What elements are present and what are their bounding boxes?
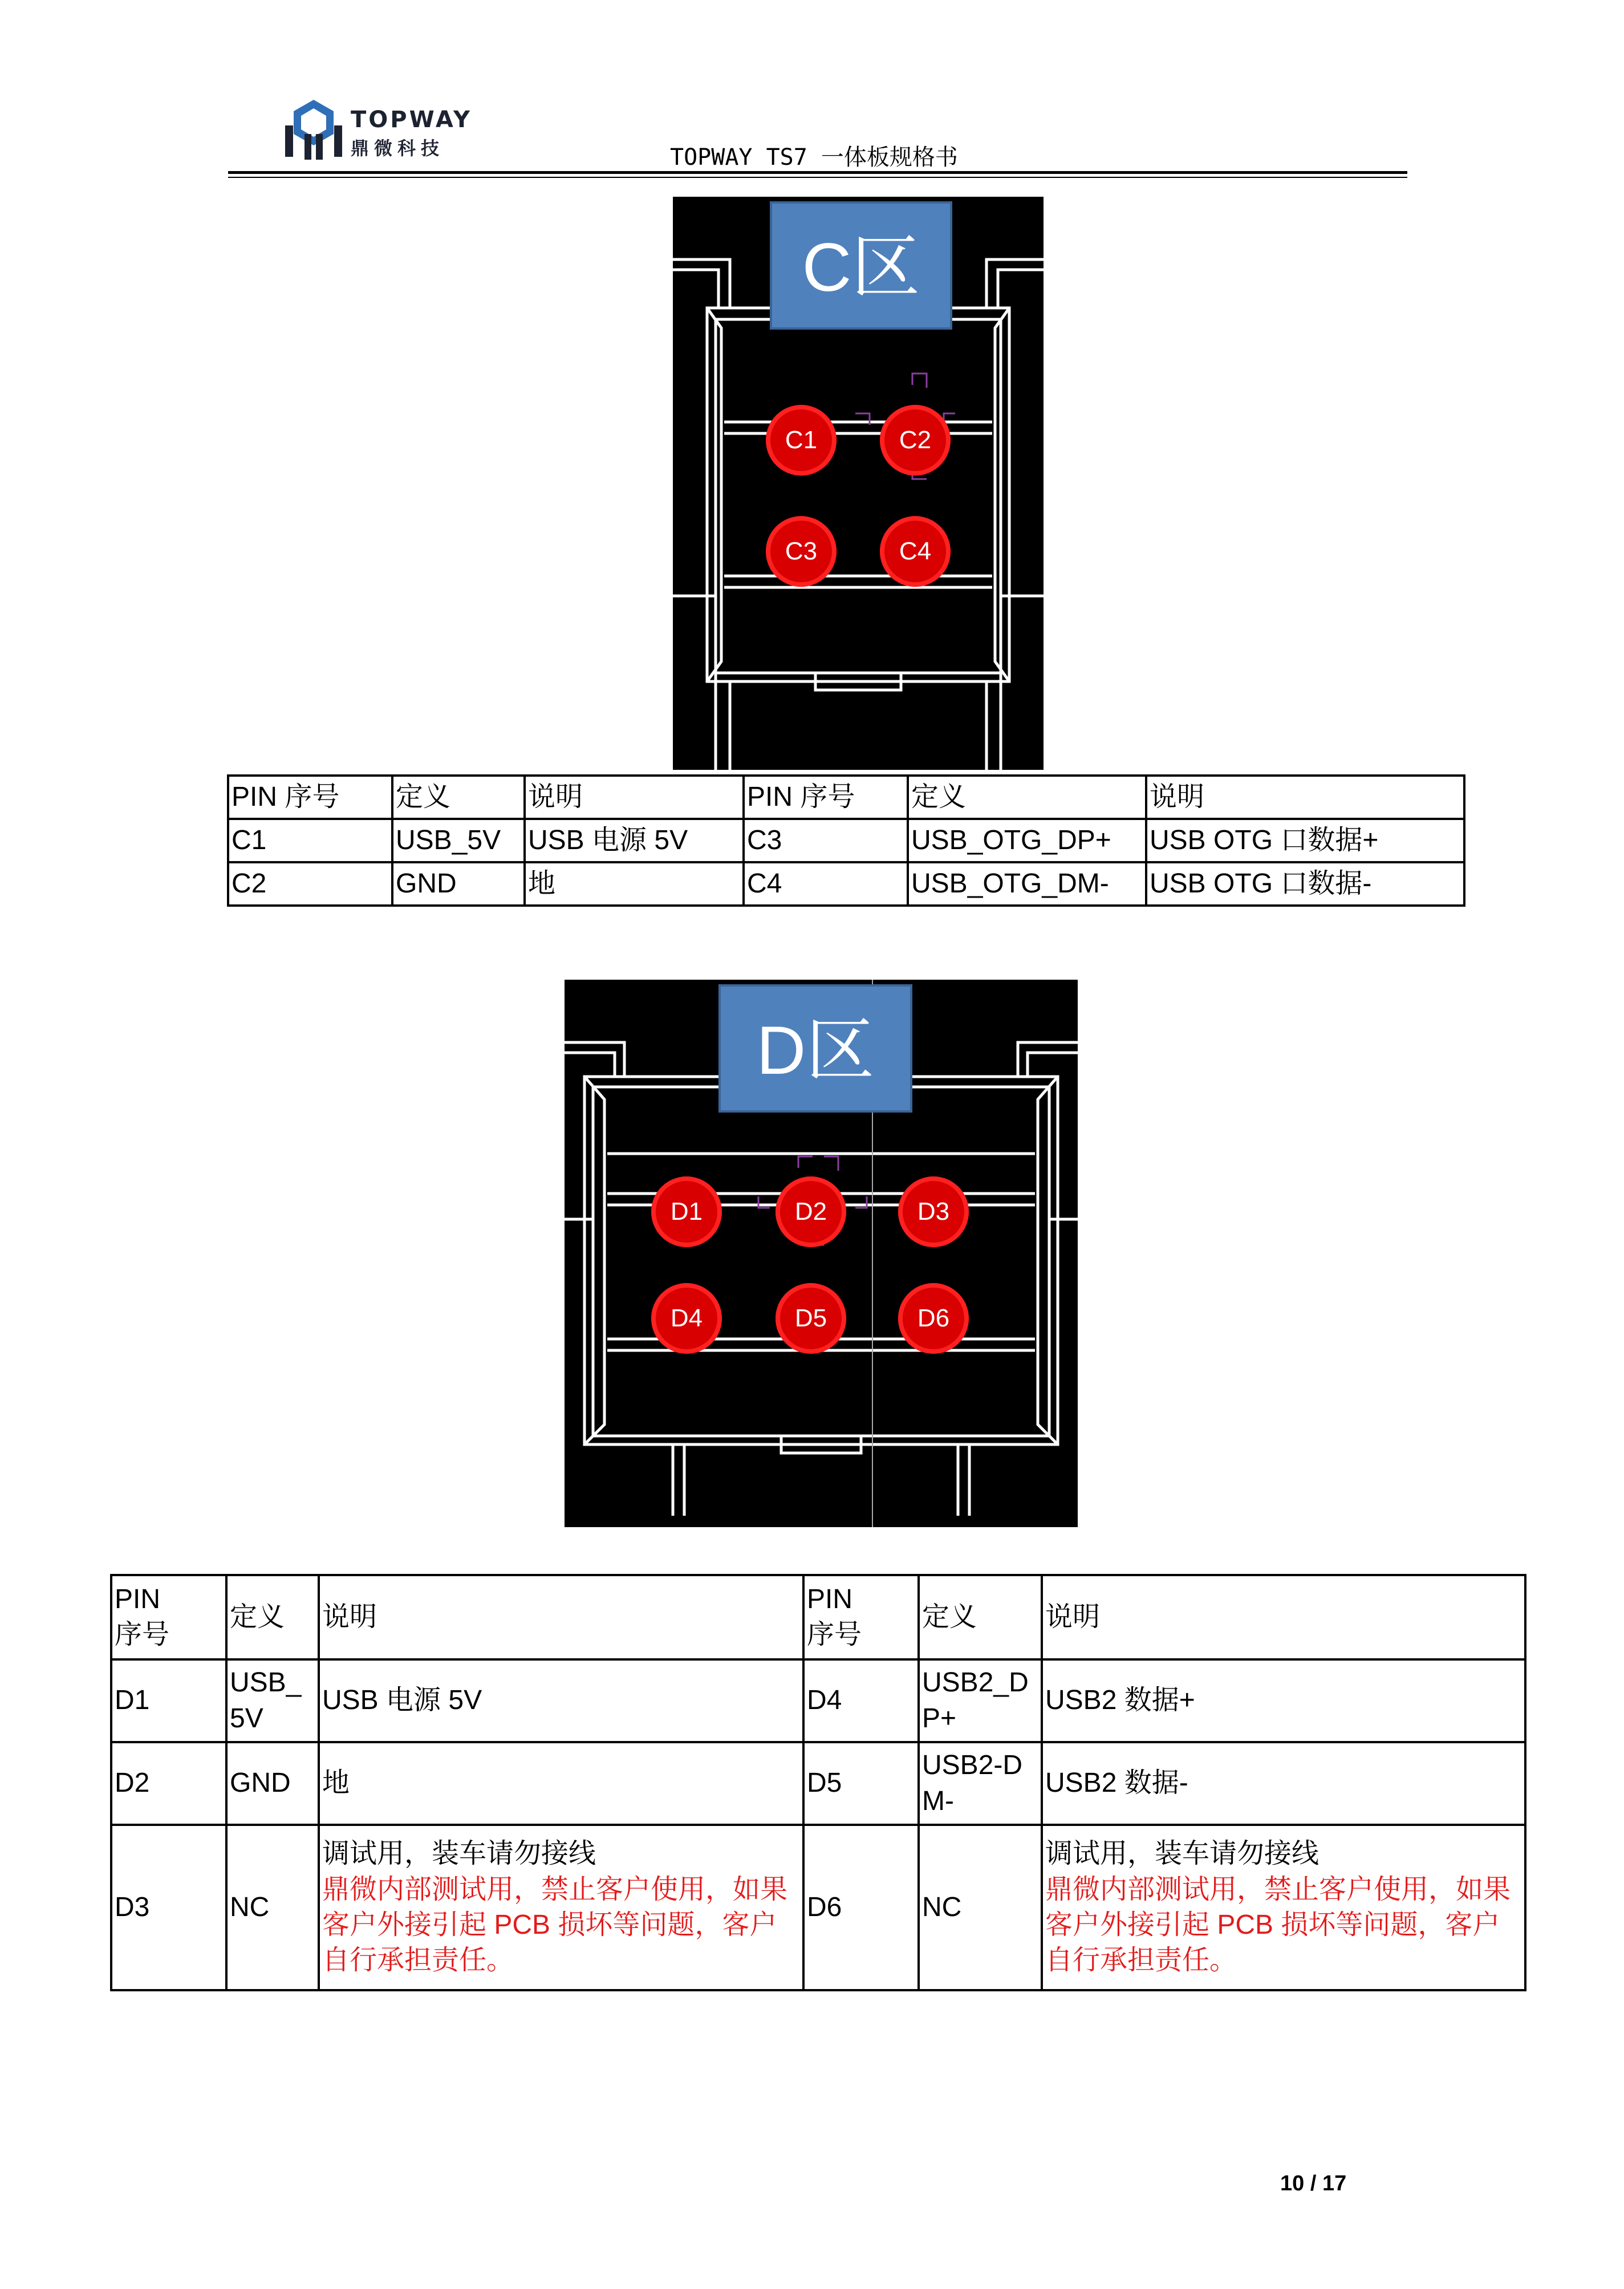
table-cell: USB OTG 口数据+ (1146, 819, 1464, 862)
table-cell: C4 (744, 862, 908, 906)
pin-d4: D4 (651, 1283, 722, 1354)
zone-c-connector-diagram (673, 197, 1044, 770)
table-header-row (111, 1575, 1525, 1659)
table-cell: NC (226, 1825, 319, 1990)
table-cell: USB_5V (226, 1659, 319, 1742)
logo-brand-text: TOPWAY (351, 107, 473, 133)
table-header-row (228, 776, 1464, 819)
pin-d2: D2 (776, 1176, 846, 1247)
header-cell: 说明 (525, 776, 744, 819)
table-cell: D1 (111, 1659, 226, 1742)
table-cell: USB_5V (392, 819, 525, 862)
header-cell: PIN 序号 (111, 1575, 226, 1659)
header-cell: 说明 (319, 1575, 803, 1659)
table-cell: USB2 数据- (1042, 1742, 1525, 1825)
zone-c-label: C区 (770, 201, 952, 330)
table-cell: 地 (319, 1742, 803, 1825)
pin-d5: D5 (776, 1283, 846, 1354)
table-cell: D3 (111, 1825, 226, 1990)
zone-d-pin-table (110, 1574, 1526, 1991)
warning-note: 鼎微内部测试用，禁止客户使用，如果客户外接引起 PCB 损坏等问题，客户自行承担责任。 (1045, 1874, 1511, 1976)
table-cell: USB2 数据+ (1042, 1659, 1525, 1742)
table-cell: 地 (525, 862, 744, 906)
pin-c3: C3 (766, 516, 837, 587)
table-row (111, 1742, 1525, 1825)
table-row (228, 862, 1464, 906)
document-title: TOPWAY TS7 一体板规格书 (670, 144, 958, 171)
zone-d-connector-diagram (565, 980, 1078, 1527)
pin-d3: D3 (898, 1176, 969, 1247)
table-cell: D5 (803, 1742, 919, 1825)
table-cell: C1 (228, 819, 392, 862)
table-cell: C3 (744, 819, 908, 862)
table-cell-note (1042, 1825, 1525, 1990)
table-cell: GND (392, 862, 525, 906)
topway-logo-icon (279, 94, 348, 168)
table-cell: USB 电源 5V (525, 819, 744, 862)
logo-subtitle-text: 鼎微科技 (351, 137, 445, 159)
pin-c1: C1 (766, 405, 837, 476)
company-logo (279, 94, 485, 168)
debug-note: 调试用，装车请勿接线 (1045, 1838, 1320, 1869)
zone-c-pin-table (227, 774, 1465, 907)
header-cell: 定义 (919, 1575, 1042, 1659)
header-cell: PIN 序号 (744, 776, 908, 819)
pin-d6: D6 (898, 1283, 969, 1354)
header-cell: 说明 (1042, 1575, 1525, 1659)
pin-c2: C2 (880, 405, 951, 476)
table-cell: USB2_DP+ (919, 1659, 1042, 1742)
table-cell: USB 电源 5V (319, 1659, 803, 1742)
table-row (111, 1825, 1525, 1990)
table-cell: USB2-DM- (919, 1742, 1042, 1825)
header-cell: 定义 (226, 1575, 319, 1659)
zone-d-label: D区 (718, 984, 912, 1113)
table-cell-note (319, 1825, 803, 1990)
table-cell: USB OTG 口数据- (1146, 862, 1464, 906)
header-cell: PIN 序号 (803, 1575, 919, 1659)
table-cell: NC (919, 1825, 1042, 1990)
table-cell: USB_OTG_DP+ (908, 819, 1146, 862)
table-cell: USB_OTG_DM- (908, 862, 1146, 906)
table-cell: C2 (228, 862, 392, 906)
header-cell: 定义 (908, 776, 1146, 819)
pin-c4: C4 (880, 516, 951, 587)
table-row (111, 1659, 1525, 1742)
page-number: 10 / 17 (1280, 2172, 1347, 2195)
table-row (228, 819, 1464, 862)
pin-d1: D1 (651, 1176, 722, 1247)
table-cell: D6 (803, 1825, 919, 1990)
header-rule (228, 171, 1407, 174)
debug-note: 调试用，装车请勿接线 (322, 1838, 596, 1869)
table-cell: D2 (111, 1742, 226, 1825)
table-cell: D4 (803, 1659, 919, 1742)
header-cell: 说明 (1146, 776, 1464, 819)
header-cell: PIN 序号 (228, 776, 392, 819)
table-cell: GND (226, 1742, 319, 1825)
header-rule-thin (228, 177, 1407, 178)
warning-note: 鼎微内部测试用，禁止客户使用，如果客户外接引起 PCB 损坏等问题，客户自行承担责任。 (322, 1874, 788, 1976)
header-cell: 定义 (392, 776, 525, 819)
